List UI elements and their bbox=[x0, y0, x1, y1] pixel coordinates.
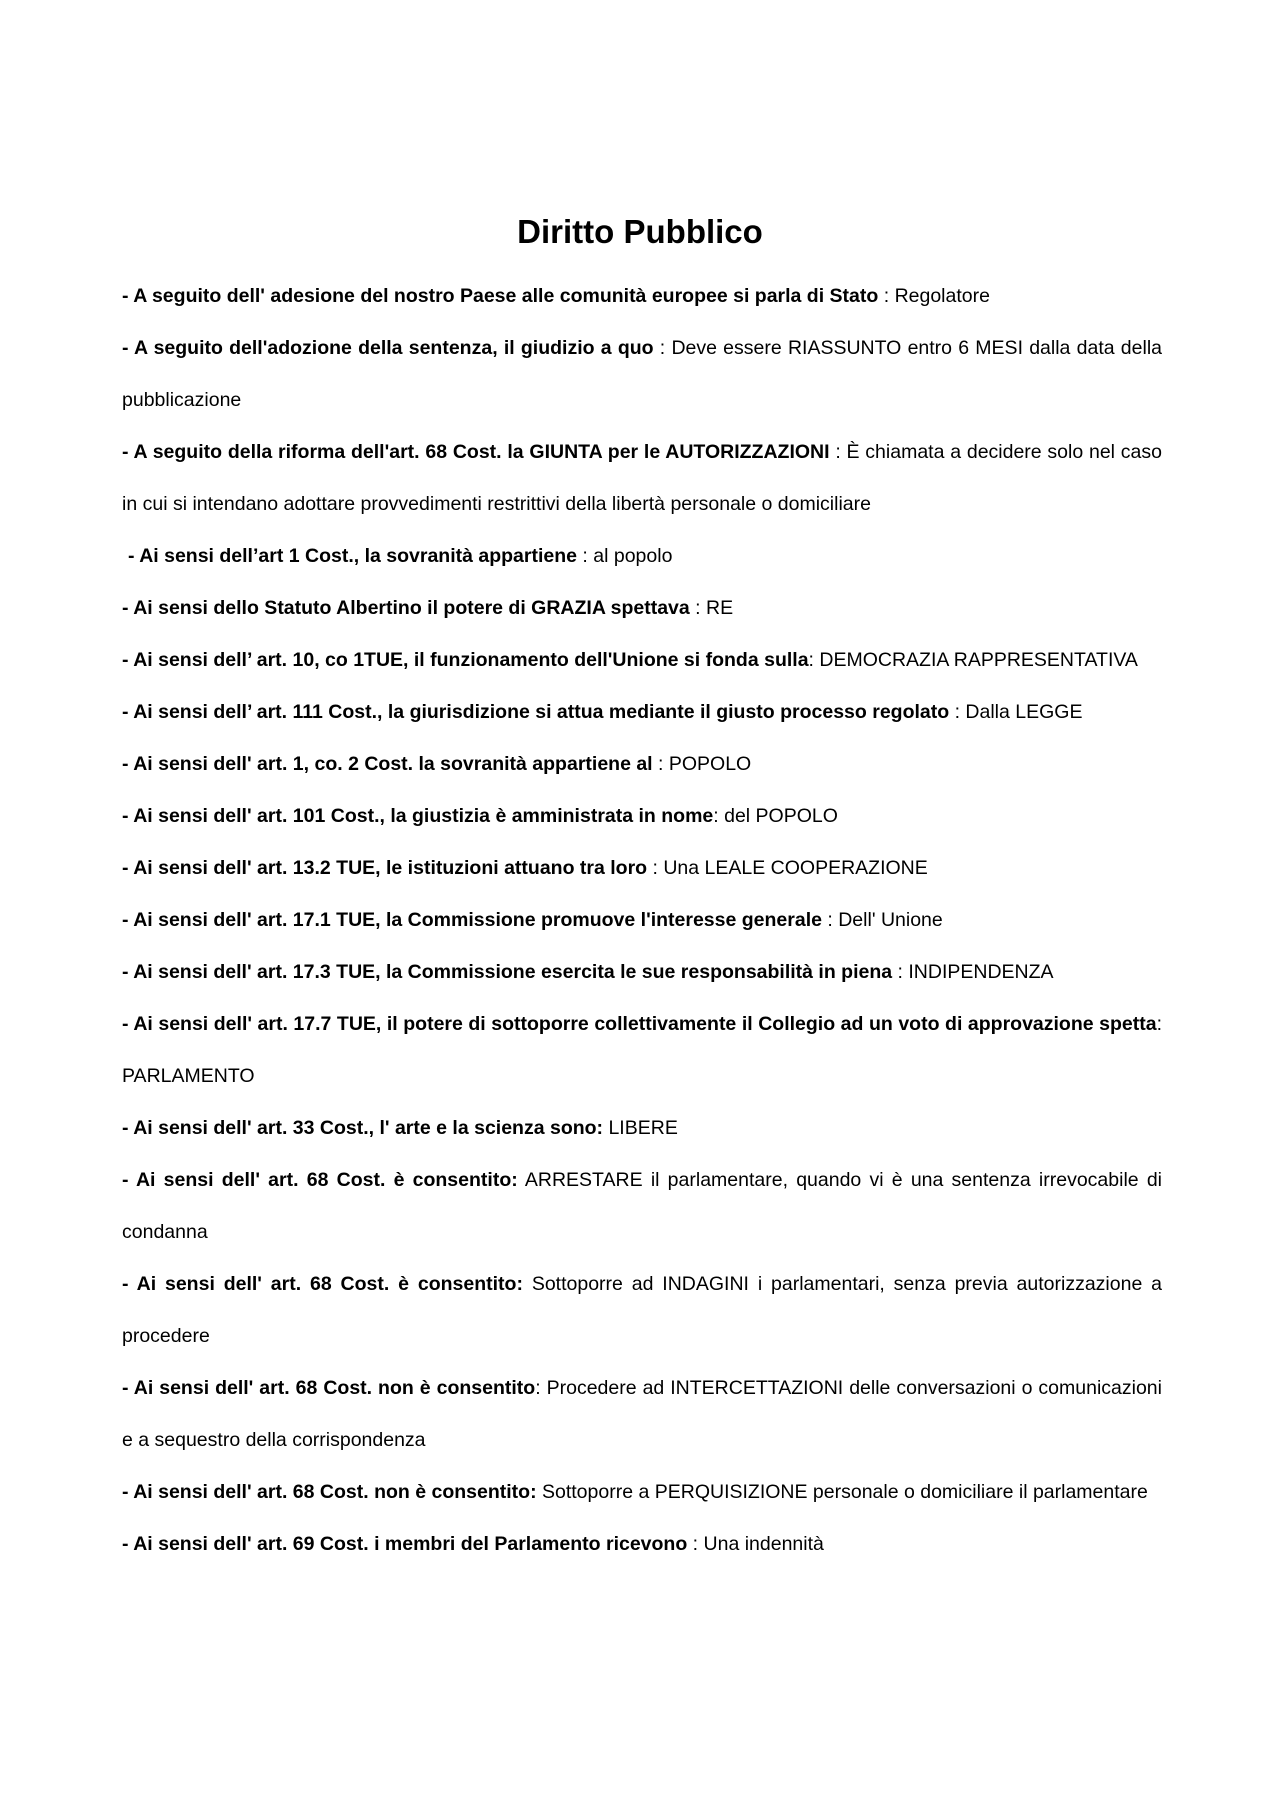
list-item bbox=[122, 1154, 1162, 1258]
list-item bbox=[122, 842, 1162, 894]
entry-answer: : Deve essere RIASSUNTO entro 6 MESI dalla data della pubblicazione bbox=[122, 337, 1163, 411]
list-item bbox=[122, 686, 1162, 738]
list-item bbox=[122, 322, 1162, 426]
entry-answer: : POPOLO bbox=[652, 753, 752, 775]
entry-answer: : al popolo bbox=[577, 545, 673, 567]
page-title: Diritto Pubblico bbox=[517, 213, 763, 250]
entry-answer: Sottoporre ad INDAGINI i parlamentari, senza previa autorizzazione a procedere bbox=[122, 1273, 1162, 1347]
entry-answer: : Una LEALE COOPERAZIONE bbox=[647, 857, 928, 879]
entry-question: - Ai sensi dell' art. 101 Cost., la giustizia è amministrata in nome bbox=[122, 805, 714, 827]
entry-question: - Ai sensi dell’ art. 10, co 1TUE, il funzionamento dell'Unione si fonda sulla bbox=[122, 649, 809, 671]
entry-question: - Ai sensi dell’ art. 111 Cost., la giurisdizione si attua mediante il giusto processo regolato bbox=[122, 701, 950, 723]
entry-question: - Ai sensi dell' art. 33 Cost., l' arte e la scienza sono: bbox=[122, 1117, 604, 1139]
entry-answer: : DEMOCRAZIA RAPPRESENTATIVA bbox=[808, 649, 1138, 671]
list-item bbox=[122, 738, 1162, 790]
list-item bbox=[122, 998, 1162, 1102]
entry-answer: Sottoporre a PERQUISIZIONE personale o domiciliare il parlamentare bbox=[536, 1481, 1148, 1503]
document-body bbox=[122, 270, 1162, 1570]
entry-answer: : PARLAMENTO bbox=[122, 1013, 1162, 1087]
entry-answer: : È chiamata a decidere solo nel caso in cui si intendano adottare provvedimenti restrittivi della libertà personale o domiciliare bbox=[122, 441, 1162, 515]
entry-answer: ARRESTARE il parlamentare, quando vi è una sentenza irrevocabile di condanna bbox=[122, 1169, 1162, 1243]
entry-answer: : del POPOLO bbox=[713, 805, 838, 827]
entry-question: - Ai sensi dell' art. 17.7 TUE, il potere di sottoporre collettivamente il Collegio ad un voto di approvazione spetta bbox=[122, 1013, 1157, 1035]
entry-question: - A seguito dell' adesione del nostro Paese alle comunità europee si parla di Stato bbox=[122, 285, 879, 307]
entry-question: - Ai sensi dell' art. 68 Cost. è consentito: bbox=[122, 1273, 523, 1295]
list-item bbox=[122, 530, 1162, 582]
list-item bbox=[122, 1466, 1162, 1518]
entry-question: - Ai sensi dell' art. 1, co. 2 Cost. la sovranità appartiene al bbox=[122, 753, 653, 775]
entry-answer: : Regolatore bbox=[878, 285, 990, 307]
list-item bbox=[122, 1258, 1162, 1362]
list-item bbox=[122, 1518, 1162, 1570]
entry-question: - Ai sensi dell’art 1 Cost., la sovranità appartiene bbox=[128, 545, 578, 567]
list-item bbox=[122, 946, 1162, 998]
entry-question: - Ai sensi dell' art. 17.3 TUE, la Commissione esercita le sue responsabilità in piena bbox=[122, 961, 893, 983]
entry-answer: : INDIPENDENZA bbox=[892, 961, 1054, 983]
entry-question: - Ai sensi dello Statuto Albertino il potere di GRAZIA spettava bbox=[122, 597, 690, 619]
entry-question: - A seguito dell'adozione della sentenza, il giudizio a quo bbox=[122, 337, 654, 359]
list-item bbox=[122, 894, 1162, 946]
entry-question: - Ai sensi dell' art. 13.2 TUE, le istituzioni attuano tra loro bbox=[122, 857, 648, 879]
list-item bbox=[122, 790, 1162, 842]
entry-question: - A seguito della riforma dell'art. 68 Cost. la GIUNTA per le AUTORIZZAZIONI bbox=[122, 441, 830, 463]
entry-question: - Ai sensi dell' art. 17.1 TUE, la Commissione promuove l'interesse generale bbox=[122, 909, 822, 931]
entry-answer: : Dalla LEGGE bbox=[949, 701, 1083, 723]
list-item bbox=[122, 582, 1162, 634]
entry-question: - Ai sensi dell' art. 68 Cost. non è consentito: bbox=[122, 1481, 537, 1503]
list-item bbox=[122, 1102, 1162, 1154]
entry-answer: : Procedere ad INTERCETTAZIONI delle conversazioni o comunicazioni e a sequestro della corrispondenza bbox=[122, 1377, 1162, 1451]
entry-answer: : Dell' Unione bbox=[821, 909, 943, 931]
list-item bbox=[122, 1362, 1162, 1466]
entry-answer: : RE bbox=[689, 597, 734, 619]
list-item bbox=[122, 634, 1162, 686]
entry-answer: : Una indennità bbox=[687, 1533, 824, 1555]
entry-question: - Ai sensi dell' art. 69 Cost. i membri del Parlamento ricevono bbox=[122, 1533, 688, 1555]
entry-answer: LIBERE bbox=[603, 1117, 678, 1139]
list-item bbox=[122, 270, 1162, 322]
entry-question: - Ai sensi dell' art. 68 Cost. è consentito: bbox=[122, 1169, 518, 1191]
entry-question: - Ai sensi dell' art. 68 Cost. non è consentito bbox=[122, 1377, 536, 1399]
list-item bbox=[122, 426, 1162, 530]
